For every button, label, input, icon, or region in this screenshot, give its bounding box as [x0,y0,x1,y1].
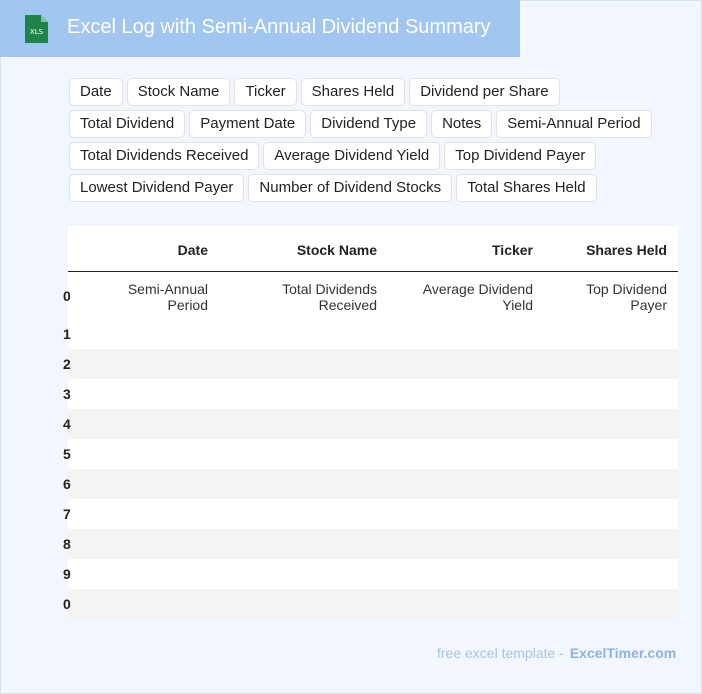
field-chip[interactable]: Payment Date [189,110,306,138]
field-chip[interactable]: Top Dividend Payer [444,142,596,170]
row-number: 1 [63,326,71,342]
field-chip[interactable]: Shares Held [301,78,406,106]
field-chip[interactable]: Semi-Annual Period [496,110,651,138]
table-row [63,319,678,349]
field-chip[interactable]: Dividend Type [310,110,427,138]
column-header-stock-name: Stock Name [296,242,377,258]
field-chip[interactable]: Stock Name [127,78,231,106]
field-list [69,78,669,202]
table-cell: Average Dividend Yield [422,281,533,313]
table-cell: Top Dividend Payer [586,281,667,313]
footer-brand-link[interactable]: ExcelTimer.com [569,645,677,661]
row-number: 9 [63,566,71,582]
table-row [63,589,678,619]
data-table [63,226,678,619]
field-chip[interactable]: Total Dividends Received [69,142,259,170]
field-chip[interactable]: Notes [431,110,492,138]
column-header-shares-held: Shares Held [586,242,667,258]
title-banner [0,0,520,57]
table-row [63,529,678,559]
page-title: Excel Log with Semi-Annual Dividend Summary [67,16,491,38]
table-cell: Total Dividends Received [282,281,377,313]
table-row [63,559,678,589]
excel-file-icon [22,13,50,45]
table-row [63,349,678,379]
footer-credit [437,645,676,661]
column-header-ticker: Ticker [492,242,533,258]
field-chip[interactable]: Total Dividend [69,110,185,138]
table-row [63,379,678,409]
row-number: 6 [63,476,71,492]
field-chip[interactable]: Dividend per Share [409,78,559,106]
field-chip[interactable]: Ticker [234,78,296,106]
field-chip[interactable]: Lowest Dividend Payer [69,174,244,202]
svg-text:XLS: XLS [29,28,44,36]
table-row [63,439,678,469]
table-row [63,409,678,439]
field-chip[interactable]: Total Shares Held [456,174,596,202]
table-row [63,499,678,529]
field-chip[interactable]: Number of Dividend Stocks [248,174,452,202]
row-number: 2 [63,356,71,372]
table-row [63,469,678,499]
row-number: 8 [63,536,71,552]
row-number: 7 [63,506,71,522]
table-cell: Semi-Annual Period [127,281,208,313]
row-number: 0 [63,596,71,612]
row-number: 3 [63,386,71,402]
field-chip[interactable]: Average Dividend Yield [263,142,440,170]
row-number: 4 [63,416,71,432]
table-row [63,273,678,319]
footer-text: free excel template - [437,645,564,661]
row-number: 5 [63,446,71,462]
field-chip[interactable]: Date [69,78,123,106]
table-header-row [68,226,678,272]
column-header-date: Date [177,242,208,258]
row-number: 0 [63,288,71,304]
